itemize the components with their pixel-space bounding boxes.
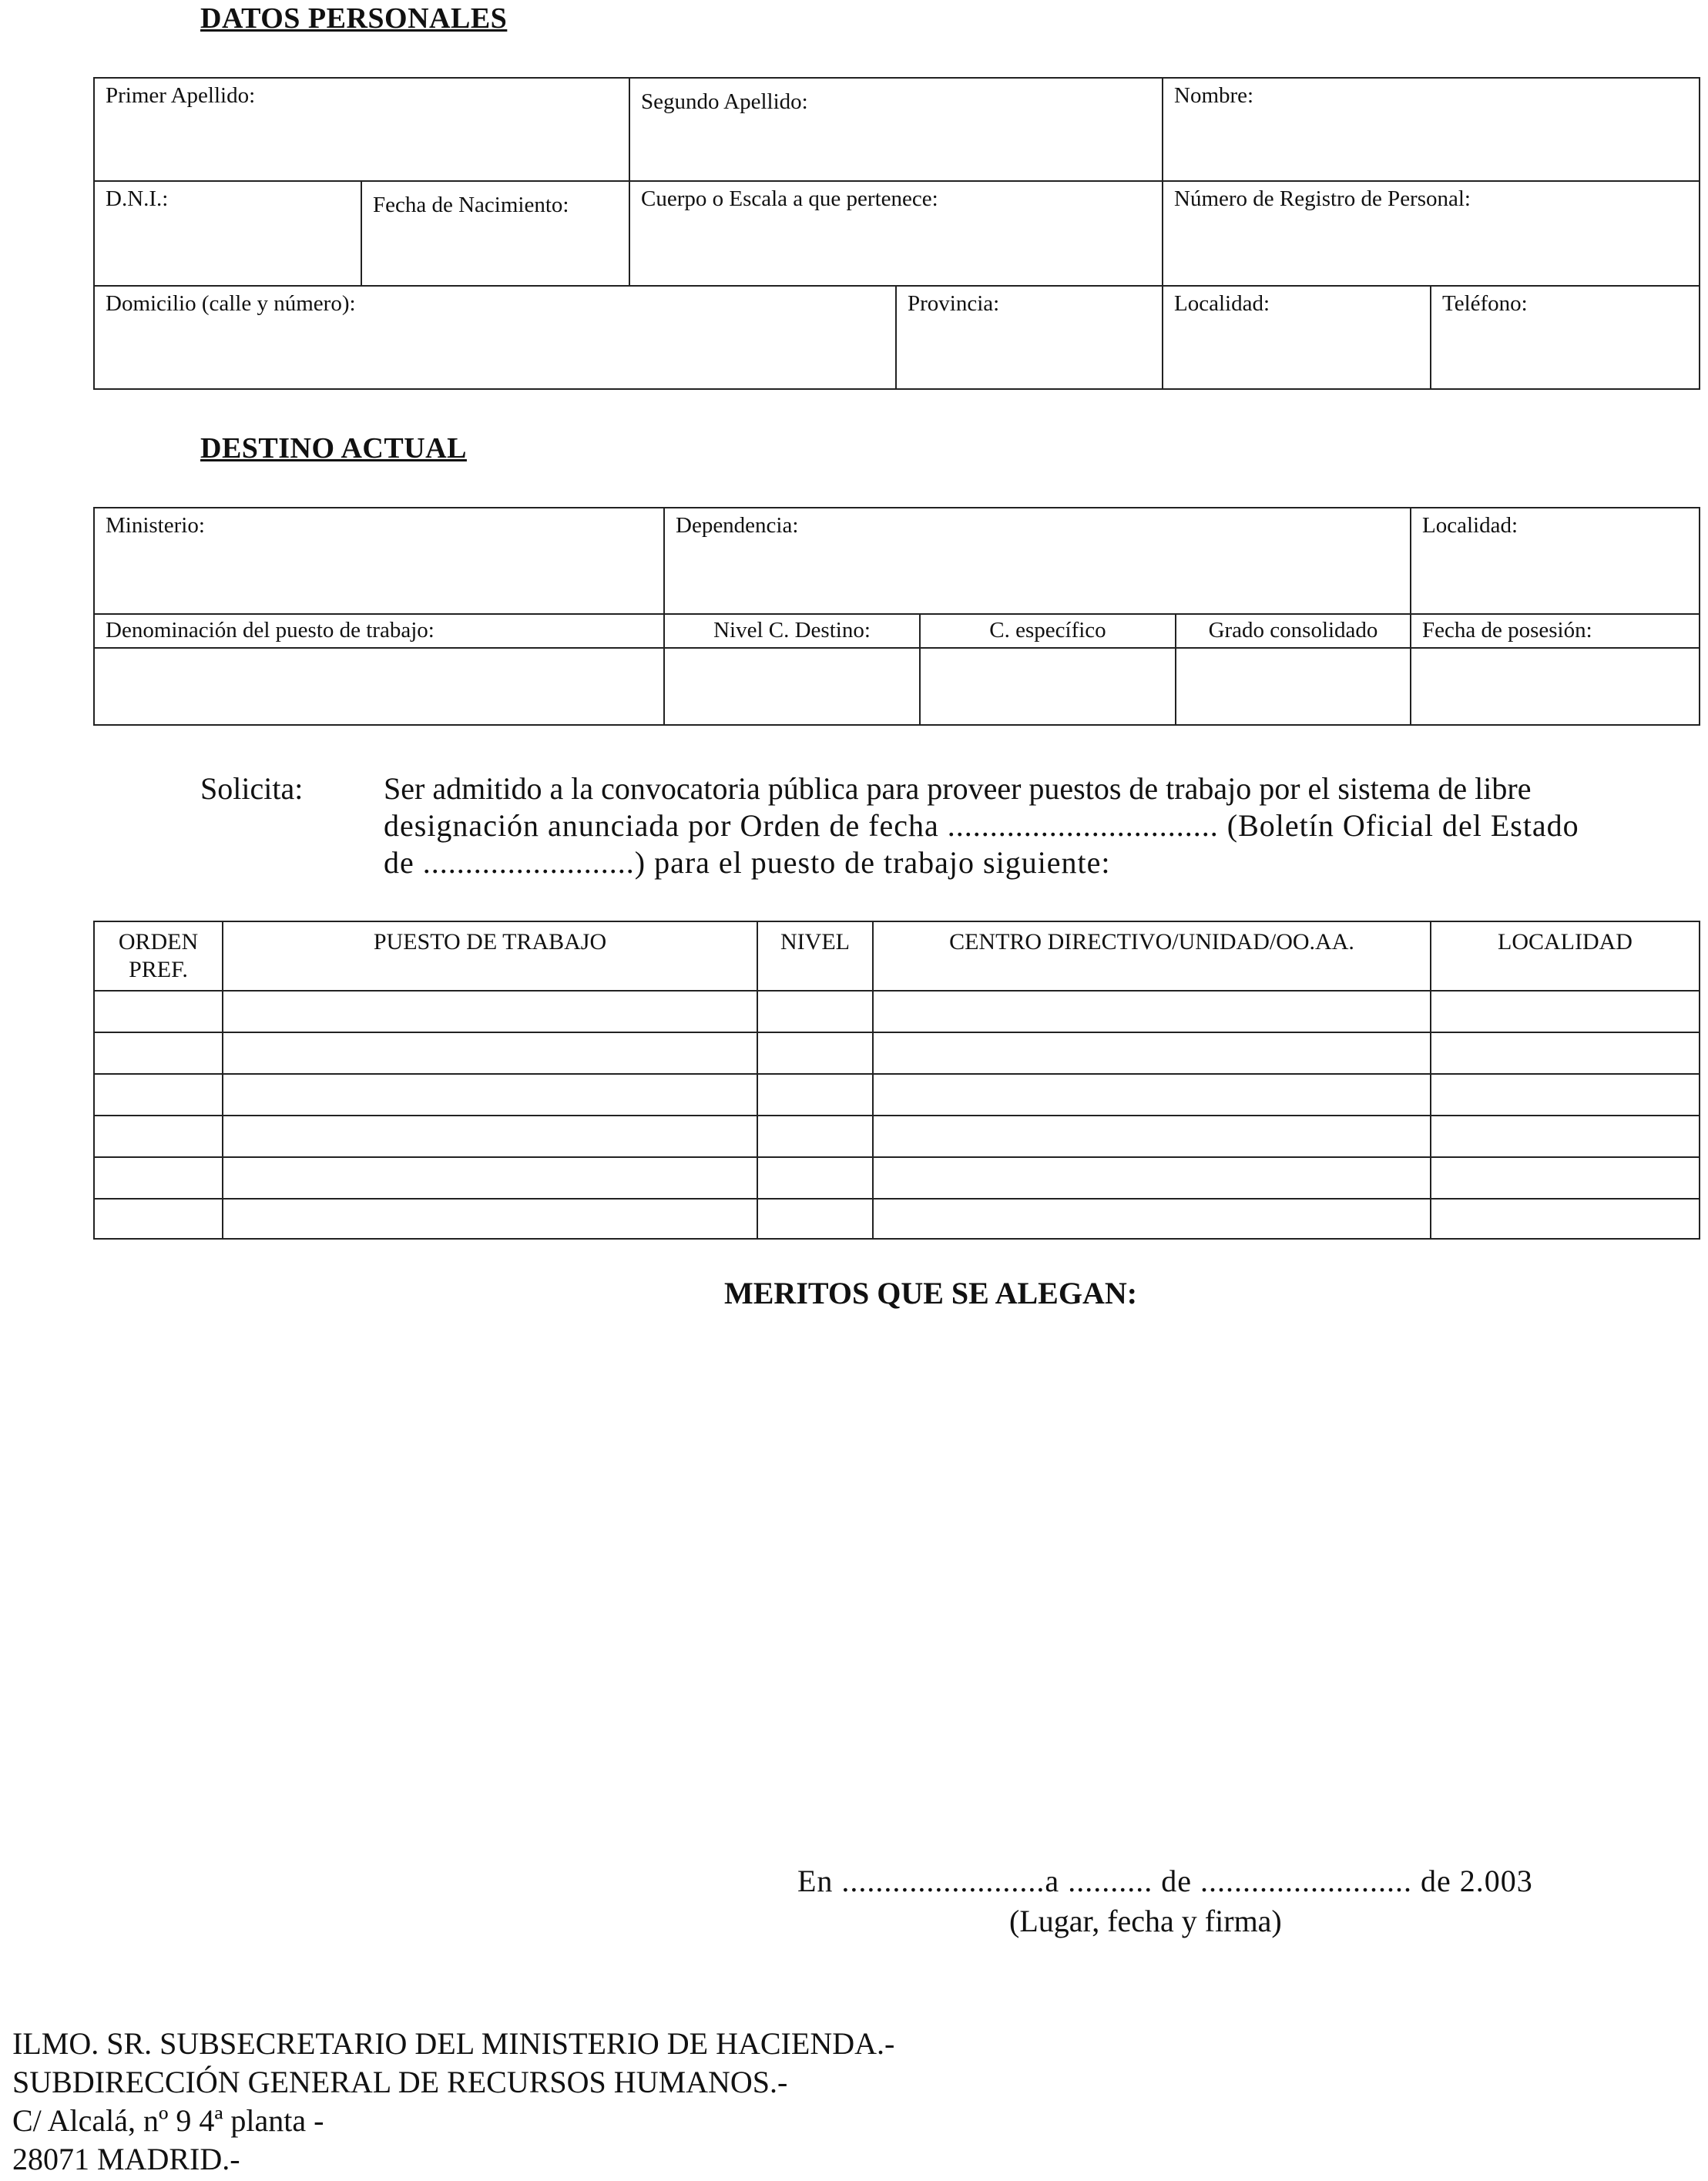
- table-row: [94, 1074, 1700, 1116]
- table-cell[interactable]: [223, 1074, 757, 1116]
- c-especifico-label: C. específico: [920, 614, 1176, 648]
- numero-registro-field[interactable]: [1163, 181, 1700, 286]
- provincia-field[interactable]: [896, 286, 1163, 389]
- table-cell[interactable]: [873, 1157, 1431, 1199]
- table-row: [94, 1032, 1700, 1074]
- table-cell[interactable]: [1431, 1199, 1700, 1239]
- puestos-table: [93, 921, 1700, 1240]
- col-centro-directivo: CENTRO DIRECTIVO/UNIDAD/OO.AA.: [873, 921, 1431, 991]
- table-row: [94, 1199, 1700, 1239]
- table-cell[interactable]: [757, 1074, 873, 1116]
- firma-line: En ........................a .......... de ......................... de 2.003: [797, 1864, 1533, 1898]
- telefono-label: Teléfono:: [1442, 291, 1528, 316]
- table-cell[interactable]: [94, 1116, 223, 1157]
- fecha-posesion-input[interactable]: [1411, 648, 1700, 725]
- table-cell[interactable]: [223, 1157, 757, 1199]
- table-cell[interactable]: [1431, 1032, 1700, 1074]
- datos-personales-title: DATOS PERSONALES: [200, 2, 508, 35]
- cuerpo-escala-field[interactable]: [629, 181, 1163, 286]
- table-cell[interactable]: [94, 1074, 223, 1116]
- solicita-line-1: Ser admitido a la convocatoria pública para proveer puestos de trabajo por el sistema de libre: [384, 771, 1532, 806]
- destinatario-block: [12, 2025, 894, 2179]
- destinatario-line-4: 28071 MADRID.-: [12, 2142, 240, 2176]
- ministerio-label: Ministerio:: [106, 513, 205, 538]
- primer-apellido-field[interactable]: [94, 78, 629, 181]
- col-nivel: NIVEL: [757, 921, 873, 991]
- segundo-apellido-field[interactable]: [629, 78, 1163, 181]
- table-cell[interactable]: [223, 1199, 757, 1239]
- meritos-title: MERITOS QUE SE ALEGAN:: [724, 1276, 1138, 1310]
- table-cell[interactable]: [757, 1032, 873, 1074]
- fecha-nacimiento-field[interactable]: [361, 181, 629, 286]
- telefono-field[interactable]: [1431, 286, 1700, 389]
- domicilio-field[interactable]: [94, 286, 896, 389]
- col-puesto-trabajo: PUESTO DE TRABAJO: [223, 921, 757, 991]
- table-cell[interactable]: [1431, 1157, 1700, 1199]
- solicita-text: [384, 770, 1701, 881]
- table-cell[interactable]: [873, 1074, 1431, 1116]
- table-cell[interactable]: [757, 1199, 873, 1239]
- provincia-label: Provincia:: [908, 291, 1000, 316]
- table-cell[interactable]: [873, 1199, 1431, 1239]
- fecha-posesion-label: Fecha de posesión:: [1411, 614, 1700, 648]
- table-cell[interactable]: [873, 1032, 1431, 1074]
- cuerpo-escala-label: Cuerpo o Escala a que pertenece:: [641, 186, 938, 211]
- table-cell[interactable]: [1431, 1116, 1700, 1157]
- table-cell[interactable]: [873, 991, 1431, 1032]
- nivel-destino-label: Nivel C. Destino:: [664, 614, 920, 648]
- col-orden-pref: ORDEN PREF.: [94, 921, 223, 991]
- solicita-label: Solicita:: [200, 771, 304, 806]
- solicita-line-2: designación anunciada por Orden de fecha ................................ (Boletín Oficial del Estado: [384, 808, 1579, 843]
- table-cell[interactable]: [223, 1032, 757, 1074]
- table-row: [94, 1157, 1700, 1199]
- dependencia-field[interactable]: [664, 508, 1411, 614]
- table-cell[interactable]: [94, 1032, 223, 1074]
- dni-field[interactable]: [94, 181, 361, 286]
- grado-consolidado-input[interactable]: [1176, 648, 1411, 725]
- localidad-field[interactable]: [1163, 286, 1431, 389]
- table-cell[interactable]: [94, 991, 223, 1032]
- destino-actual-table: [93, 507, 1700, 726]
- table-cell[interactable]: [94, 1157, 223, 1199]
- col-localidad: LOCALIDAD: [1431, 921, 1700, 991]
- table-cell[interactable]: [873, 1116, 1431, 1157]
- table-cell[interactable]: [94, 1199, 223, 1239]
- table-cell[interactable]: [223, 1116, 757, 1157]
- table-cell[interactable]: [757, 1116, 873, 1157]
- ministerio-field[interactable]: [94, 508, 664, 614]
- nivel-destino-input[interactable]: [664, 648, 920, 725]
- destinatario-line-1: ILMO. SR. SUBSECRETARIO DEL MINISTERIO DE HACIENDA.-: [12, 2026, 895, 2061]
- segundo-apellido-label: Segundo Apellido:: [641, 89, 808, 114]
- destino-localidad-field[interactable]: [1411, 508, 1700, 614]
- firma-caption: (Lugar, fecha y firma): [1009, 1904, 1282, 1938]
- table-cell[interactable]: [1431, 1074, 1700, 1116]
- table-cell[interactable]: [1431, 991, 1700, 1032]
- domicilio-label: Domicilio (calle y número):: [106, 291, 356, 316]
- fecha-nacimiento-label: Fecha de Nacimiento:: [373, 193, 569, 217]
- puestos-header-row: [94, 921, 1700, 991]
- nombre-field[interactable]: [1163, 78, 1700, 181]
- grado-consolidado-label: Grado consolidado: [1176, 614, 1411, 648]
- destino-actual-title: DESTINO ACTUAL: [200, 432, 467, 465]
- table-row: [94, 991, 1700, 1032]
- solicita-line-3: de .........................) para el puesto de trabajo siguiente:: [384, 845, 1111, 880]
- numero-registro-label: Número de Registro de Personal:: [1174, 186, 1471, 211]
- table-row: [94, 1116, 1700, 1157]
- dni-label: D.N.I.:: [106, 186, 169, 211]
- localidad-label: Localidad:: [1174, 291, 1270, 316]
- meritos-area[interactable]: [93, 1333, 1699, 1826]
- table-cell[interactable]: [757, 991, 873, 1032]
- destino-localidad-label: Localidad:: [1422, 513, 1518, 538]
- destinatario-line-3: C/ Alcalá, nº 9 4ª planta -: [12, 2103, 324, 2138]
- destinatario-line-2: SUBDIRECCIÓN GENERAL DE RECURSOS HUMANOS.-: [12, 2065, 788, 2099]
- denominacion-input[interactable]: [94, 648, 664, 725]
- table-cell[interactable]: [223, 991, 757, 1032]
- table-cell[interactable]: [757, 1157, 873, 1199]
- denominacion-label: Denominación del puesto de trabajo:: [94, 614, 664, 648]
- dependencia-label: Dependencia:: [676, 513, 799, 538]
- nombre-label: Nombre:: [1174, 83, 1254, 108]
- primer-apellido-label: Primer Apellido:: [106, 83, 256, 108]
- c-especifico-input[interactable]: [920, 648, 1176, 725]
- datos-personales-table: [93, 77, 1700, 390]
